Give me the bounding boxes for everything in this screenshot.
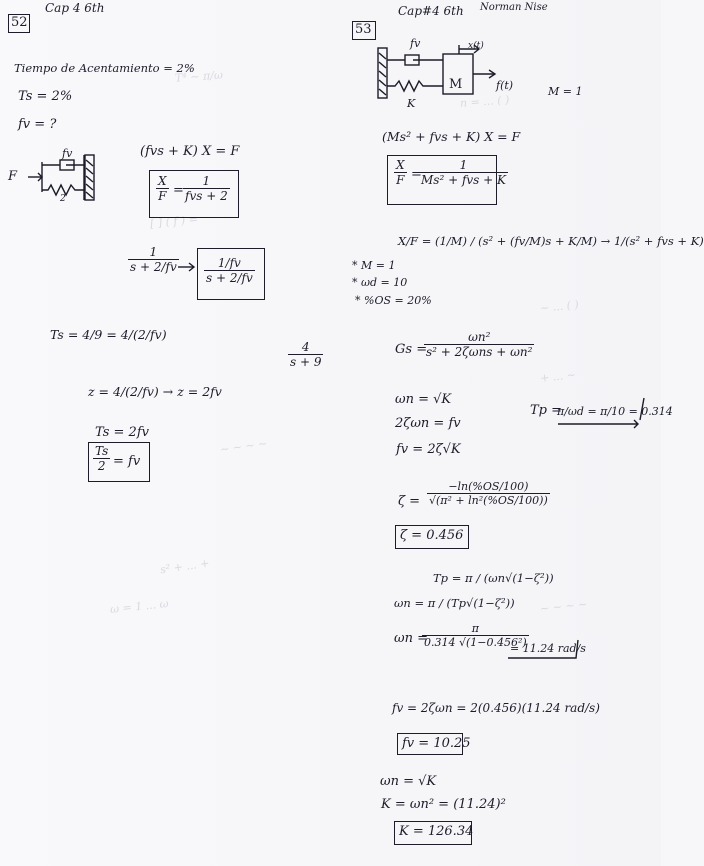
wn-formula: ωn = π / (Tp√(1−ζ²)) — [394, 596, 515, 610]
fv-result-rhs: = fv — [113, 454, 141, 469]
zeta-result: ζ = 0.456 — [400, 528, 464, 543]
given-mass: * M = 1 — [352, 259, 396, 272]
k-result: K = 126.34 — [399, 824, 474, 839]
fv-result: fv = 10.25 — [402, 736, 471, 751]
diagram-mass-label: M — [449, 77, 463, 92]
diagram-force-label: f(t) — [496, 79, 514, 92]
ts-given: Ts = 2% — [18, 89, 73, 104]
settling-time-equation: Ts = 4/9 = 4/(2/fv) — [50, 327, 167, 342]
tp-highlight-mark — [556, 396, 656, 432]
fv-expression: fv = 2ζ√K — [396, 442, 461, 457]
given-overshoot: * %OS = 20% — [355, 294, 432, 307]
equation-of-motion: (Ms² + fvs + K) X = F — [382, 129, 521, 144]
diagram-spring-label: 2 — [60, 194, 66, 204]
given-damped-frequency: * ωd = 10 — [352, 276, 408, 289]
tp-label: Tp = — [530, 403, 563, 418]
problem-53-number: 53 — [355, 22, 372, 37]
tp-expression: π/ωd = π/10 = 0.314 — [557, 405, 673, 418]
author-name: Norman Nise — [480, 2, 548, 13]
equals-sign: = — [173, 183, 184, 198]
diagram-damper-label: fv — [62, 147, 73, 160]
bleed-through-text: ω = 1 ... ω — [109, 596, 170, 617]
bleed-through-text: ~ ~ ~ ~ — [219, 436, 269, 457]
diagram-damper-label: fv — [410, 37, 421, 50]
arrow-right-icon — [178, 262, 198, 272]
wn-evaluation: $\frac{\pi}{\text{0.314 √(1−0.456²)}}$ — [424, 622, 527, 649]
first-order-tf: $\frac{4}{s + 9}$ — [290, 340, 322, 369]
settling-time-given: Tiempo de Acentamiento = 2% — [14, 61, 195, 75]
two-zeta-wn: 2ζωn = fv — [395, 416, 461, 431]
bleed-through-text: + ... ~ — [539, 368, 577, 385]
left-page-title: Cap 4 6th — [45, 1, 105, 15]
tf-rhs: 1 fvs + 2 — [185, 174, 228, 203]
tp-formula: Tp = π / (ωn√(1−ζ²)) — [433, 571, 554, 585]
wn-result-box-mark — [508, 638, 580, 662]
right-page-title: Cap#4 6th — [398, 4, 464, 18]
diagram-force-label: F — [8, 169, 18, 184]
normalized-tf: X/F = (1/M) / (s² + (fv/M)s + K/M) → 1/(s² + fvs + K) — [398, 234, 704, 248]
tf-lhs: $\frac{X}{F}$ — [158, 174, 167, 203]
bleed-through-text: s² + ... + — [159, 556, 211, 577]
second-order-tf: ωn² s² + 2ζωns + ωn² — [426, 330, 533, 359]
problem-52-number: 52 — [11, 15, 28, 30]
equation-of-motion: (fvs + K) X = F — [140, 144, 240, 159]
k-calculation: K = ωn² = (11.24)² — [381, 797, 506, 812]
wn-eval-label: ωn = — [394, 631, 428, 646]
bleed-through-text: [ ] ( f ) = — [149, 212, 199, 231]
bleed-through-text: n = ... ( ) — [459, 93, 510, 110]
diagram-displacement-label: x(t) — [468, 41, 484, 51]
tf-lhs: $\frac{X}{F}$ — [396, 158, 405, 187]
equals-sign: = — [411, 167, 422, 182]
gs-label: Gs = — [395, 342, 428, 357]
wn-result: = 11.24 rad/s — [510, 642, 586, 655]
fv-calculation: fv = 2ζωn = 2(0.456)(11.24 rad/s) — [392, 701, 600, 715]
fv-unknown: fv = ? — [18, 117, 57, 132]
normalized-tf: $\frac{1}{s + 2/fv}$ — [130, 245, 177, 274]
fv-result-fraction: $\frac{Ts}{2}$ — [95, 444, 109, 473]
bleed-through-text: ~ ~ ~ ~ — [539, 597, 588, 616]
mass-value: M = 1 — [548, 85, 583, 98]
ts-result: Ts = 2fv — [95, 425, 149, 440]
zeta-formula: $\frac{-\ln(\%OS/100)}{\text{√(π² + ln²(\%OS/100))}}$ — [429, 480, 548, 507]
wn-sqrt-k-again: ωn = √K — [380, 774, 437, 789]
tf-rhs: 1 Ms² + fvs + K — [421, 158, 506, 187]
mass-spring-damper-diagram — [375, 37, 525, 110]
z-equation: z = 4/(2/fv) → z = 2fv — [88, 384, 222, 399]
normalized-tf-result: $\frac{1/fv}{s + 2/fv}$ — [206, 256, 253, 285]
diagram-spring-label: K — [407, 97, 416, 110]
wn-sqrt-k: ωn = √K — [395, 392, 452, 407]
zeta-label: ζ = — [398, 494, 421, 509]
bleed-through-text: ~ ... ( ) — [539, 298, 580, 315]
bleed-through-text: T⁴ ~ π/ω — [174, 68, 224, 85]
